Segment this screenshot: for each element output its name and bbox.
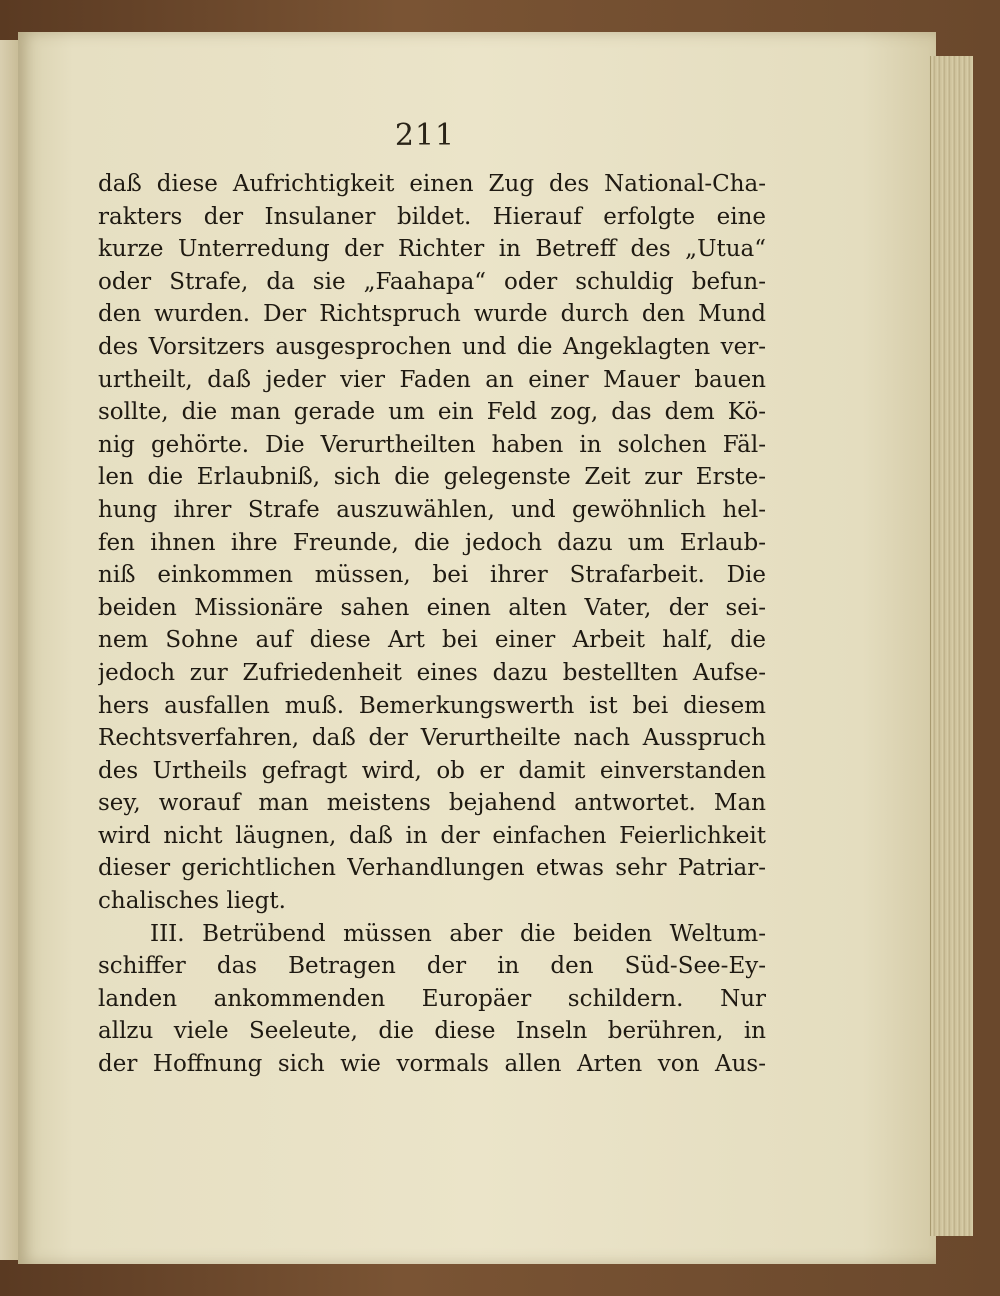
text-line: sey, worauf man meistens bejahend antwortet. Man xyxy=(98,790,766,817)
text-line: nem Sohne auf diese Art bei einer Arbeit half, die xyxy=(98,627,766,654)
text-line: wird nicht läugnen, daß in der einfachen Feierlichkeit xyxy=(98,822,766,849)
text-line: landen ankommenden Europäer schildern. Nur xyxy=(98,985,766,1012)
text-line: kurze Unterredung der Richter in Betreff des „Utua“ xyxy=(98,236,766,263)
left-page-edge xyxy=(0,40,19,1260)
text-line: chalisches liegt. xyxy=(98,888,286,915)
page-stack-edge xyxy=(930,56,973,1236)
page-number: 211 xyxy=(394,118,456,153)
text-line: den wurden. Der Richtspruch wurde durch den Mund xyxy=(98,301,766,328)
text-line: len die Erlaubniß, sich die gelegenste Zeit zur Erste- xyxy=(98,464,766,491)
text-line: hers ausfallen muß. Bemerkungswerth ist bei diesem xyxy=(98,692,766,719)
text-line: nig gehörte. Die Verurtheilten haben in solchen Fäl- xyxy=(98,431,766,458)
text-line: allzu viele Seeleute, die diese Inseln berühren, in xyxy=(98,1018,766,1045)
text-line: urtheilt, daß jeder vier Faden an einer Mauer bauen xyxy=(98,366,766,393)
text-line: oder Strafe, da sie „Faahapa“ oder schuldig befun- xyxy=(98,268,766,295)
text-line: niß einkommen müssen, bei ihrer Strafarbeit. Die xyxy=(98,562,766,589)
text-line: schiffer das Betragen der in den Süd-See-Ey- xyxy=(98,953,766,980)
text-line: beiden Missionäre sahen einen alten Vater, der sei- xyxy=(98,594,766,621)
text-line: Rechtsverfahren, daß der Verurtheilte nach Ausspruch xyxy=(98,725,766,752)
text-line: sollte, die man gerade um ein Feld zog, das dem Kö- xyxy=(98,399,766,426)
text-line: des Urtheils gefragt wird, ob er damit einverstanden xyxy=(98,757,766,784)
text-line: rakters der Insulaner bildet. Hierauf erfolgte eine xyxy=(98,203,766,230)
text-line: hung ihrer Strafe auszuwählen, und gewöhnlich hel- xyxy=(98,496,766,523)
text-line: dieser gerichtlichen Verhandlungen etwas sehr Patriar- xyxy=(98,855,766,882)
text-line: der Hoffnung sich wie vormals allen Arten von Aus- xyxy=(98,1051,766,1078)
section-start-line: III. Betrübend müssen aber die beiden Weltum- xyxy=(150,920,766,947)
text-line: fen ihnen ihre Freunde, die jedoch dazu um Erlaub- xyxy=(98,529,766,556)
body-text xyxy=(98,168,766,1081)
text-line: des Vorsitzers ausgesprochen und die Angeklagten ver- xyxy=(98,333,766,360)
text-line: jedoch zur Zufriedenheit eines dazu bestellten Aufse- xyxy=(98,659,766,686)
text-line: daß diese Aufrichtigkeit einen Zug des National-Cha- xyxy=(98,171,766,197)
